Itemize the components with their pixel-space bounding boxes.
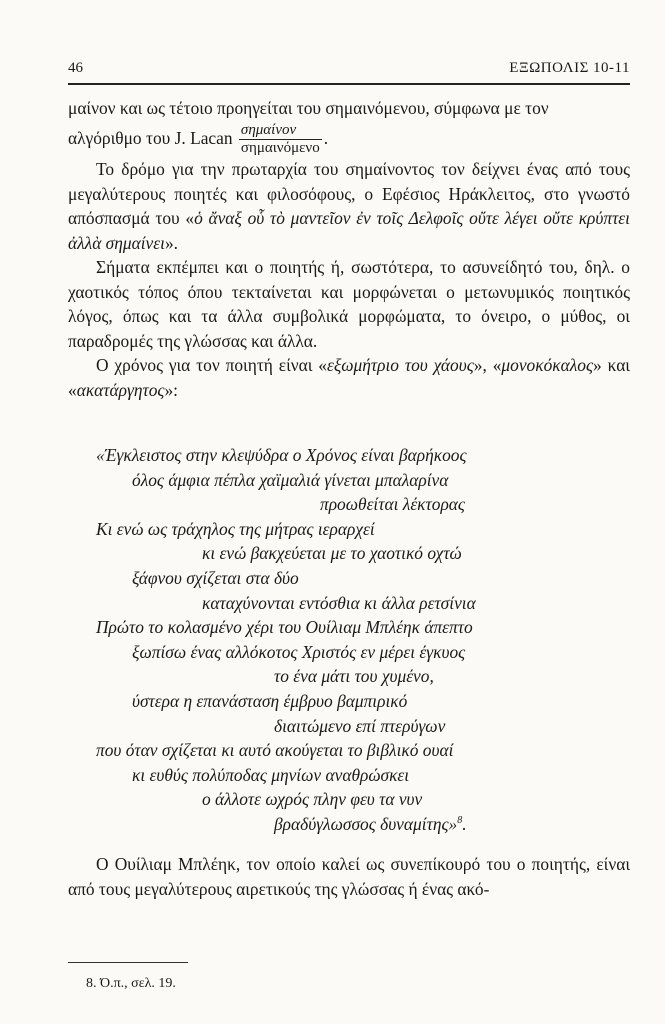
poem-line: κι ενώ βακχεύεται με το χαοτικό οχτώ	[202, 543, 462, 564]
algorithm-prefix: αλγόριθμο του J. Lacan	[68, 127, 233, 148]
quote-close: »:	[164, 379, 178, 400]
poem-last-line	[68, 812, 630, 837]
algorithm-suffix: .	[323, 127, 329, 148]
lacan-algorithm-line	[68, 121, 630, 158]
paragraph-time	[68, 353, 630, 402]
poem-line: ο άλλοτε ωχρός πλην φευ τα νυν	[202, 789, 423, 810]
poem-line: ξωπίσω ένας αλλόκοτος Χριστός εν μέρει έγκυος	[132, 641, 466, 662]
body-text-after-poem	[68, 852, 630, 901]
quote-term: εξωμήτριο του χάους	[326, 355, 474, 375]
body-text	[68, 96, 630, 402]
fraction-numerator: σημαίνον	[239, 122, 322, 140]
page-number: 46	[68, 60, 83, 76]
fraction-denominator: σημαινόμενο	[240, 140, 320, 156]
header-rule	[68, 83, 630, 85]
quote-sep: » και «	[68, 355, 630, 400]
paragraph-blake: Ο Ουίλιαμ Μπλέηκ, τον οποίο καλεί ως συνεπίκουρό του ο ποιητής, είναι από τους μεγαλύτερους αιρετικούς της γλώσσας ή ένας ακό-	[68, 854, 630, 899]
quote-term: μονοκόκαλος	[501, 355, 594, 375]
poem-line: κι ευθύς πολύποδας μηνίων αναθρώσκει	[132, 764, 410, 785]
poem-line: ύστερα η επανάσταση έμβρυο βαμπιρικό	[132, 690, 408, 711]
poem-line: Πρώτο το κολασμένο χέρι του Ουίλιαμ Μπλέηκ άπεπτο	[96, 617, 473, 638]
quote-sep: », «	[473, 355, 502, 375]
poem-line: που όταν σχίζεται κι αυτό ακούγεται το βιβλικό ουαί	[96, 740, 454, 761]
footnote: 8. Ό.π., σελ. 19.	[86, 976, 176, 991]
heraclitus-quote: ὁ ἄναξ οὗ τὸ μαντεῖον ἐν τοῖς Δελφοῖς οὔτε λέγει οὔτε κρύπτει ἀλλὰ σημαίνει	[68, 208, 630, 253]
poem-line: το ένα μάτι του χυμένο,	[274, 666, 434, 687]
poem-line: όλος άμφια πέπλα χαϊμαλιά γίνεται μπαλαρίνα	[132, 469, 449, 490]
quote-term: ακατάργητος	[76, 379, 165, 400]
footnote-rule	[68, 962, 188, 963]
poem-line: καταχύνονται εντόσθια κι άλλα ρετσίνια	[202, 592, 476, 613]
poem-line-text: βραδύγλωσσος δυναμίτης»	[274, 813, 458, 834]
paragraph-heraclitus	[68, 157, 630, 255]
paragraph-text: Ο χρόνος για τον ποιητή είναι «	[96, 355, 327, 375]
paragraph-text: Το δρόμο για την πρωταρχία του σημαίνοντος τον δείχνει ένας από τους μεγαλύτερους ποιητές και φιλοσόφους, ο Εφέσιος Ηράκλειτος, στο γνωστό απόσπασμά του «	[68, 159, 630, 228]
continuation-line: μαίνον και ως τέτοιο προηγείται του σημαινόμενου, σύμφωνα με τον	[68, 98, 549, 118]
footnote-marker: 8	[457, 815, 463, 827]
poem-quote	[68, 443, 630, 837]
journal-title: ΕΞΩΠΟΛΙΣ 10-11	[509, 60, 630, 76]
signifier-fraction	[239, 122, 322, 157]
poem-line: «Έγκλειστος στην κλεψύδρα ο Χρόνος είναι βαρήκοος	[96, 445, 467, 465]
quote-close: ».	[164, 232, 179, 253]
poem-line: ξάφνου σχίζεται στα δύο	[132, 567, 299, 588]
poem-line: διαιτώμενο επί πτερύγων	[274, 715, 446, 736]
paragraph-signals: Σήματα εκπέμπει και ο ποιητής ή, σωστότερα, το ασυνείδητό του, δηλ. ο χαοτικός τόπος όπου τεκταίνεται και μορφώνεται ο μετωνυμικός ποιητικός λόγος, όπως και τα άλλα συμβολικά μορφώματα, το όνειρο, ο μύθος, οι παραδρομές της γλώσσας και άλλα.	[68, 257, 630, 351]
poem-end: .	[462, 813, 467, 834]
poem-line: προωθείται λέκτορας	[320, 494, 465, 515]
poem-line: Κι ενώ ως τράχηλος της μήτρας ιεραρχεί	[96, 518, 375, 539]
